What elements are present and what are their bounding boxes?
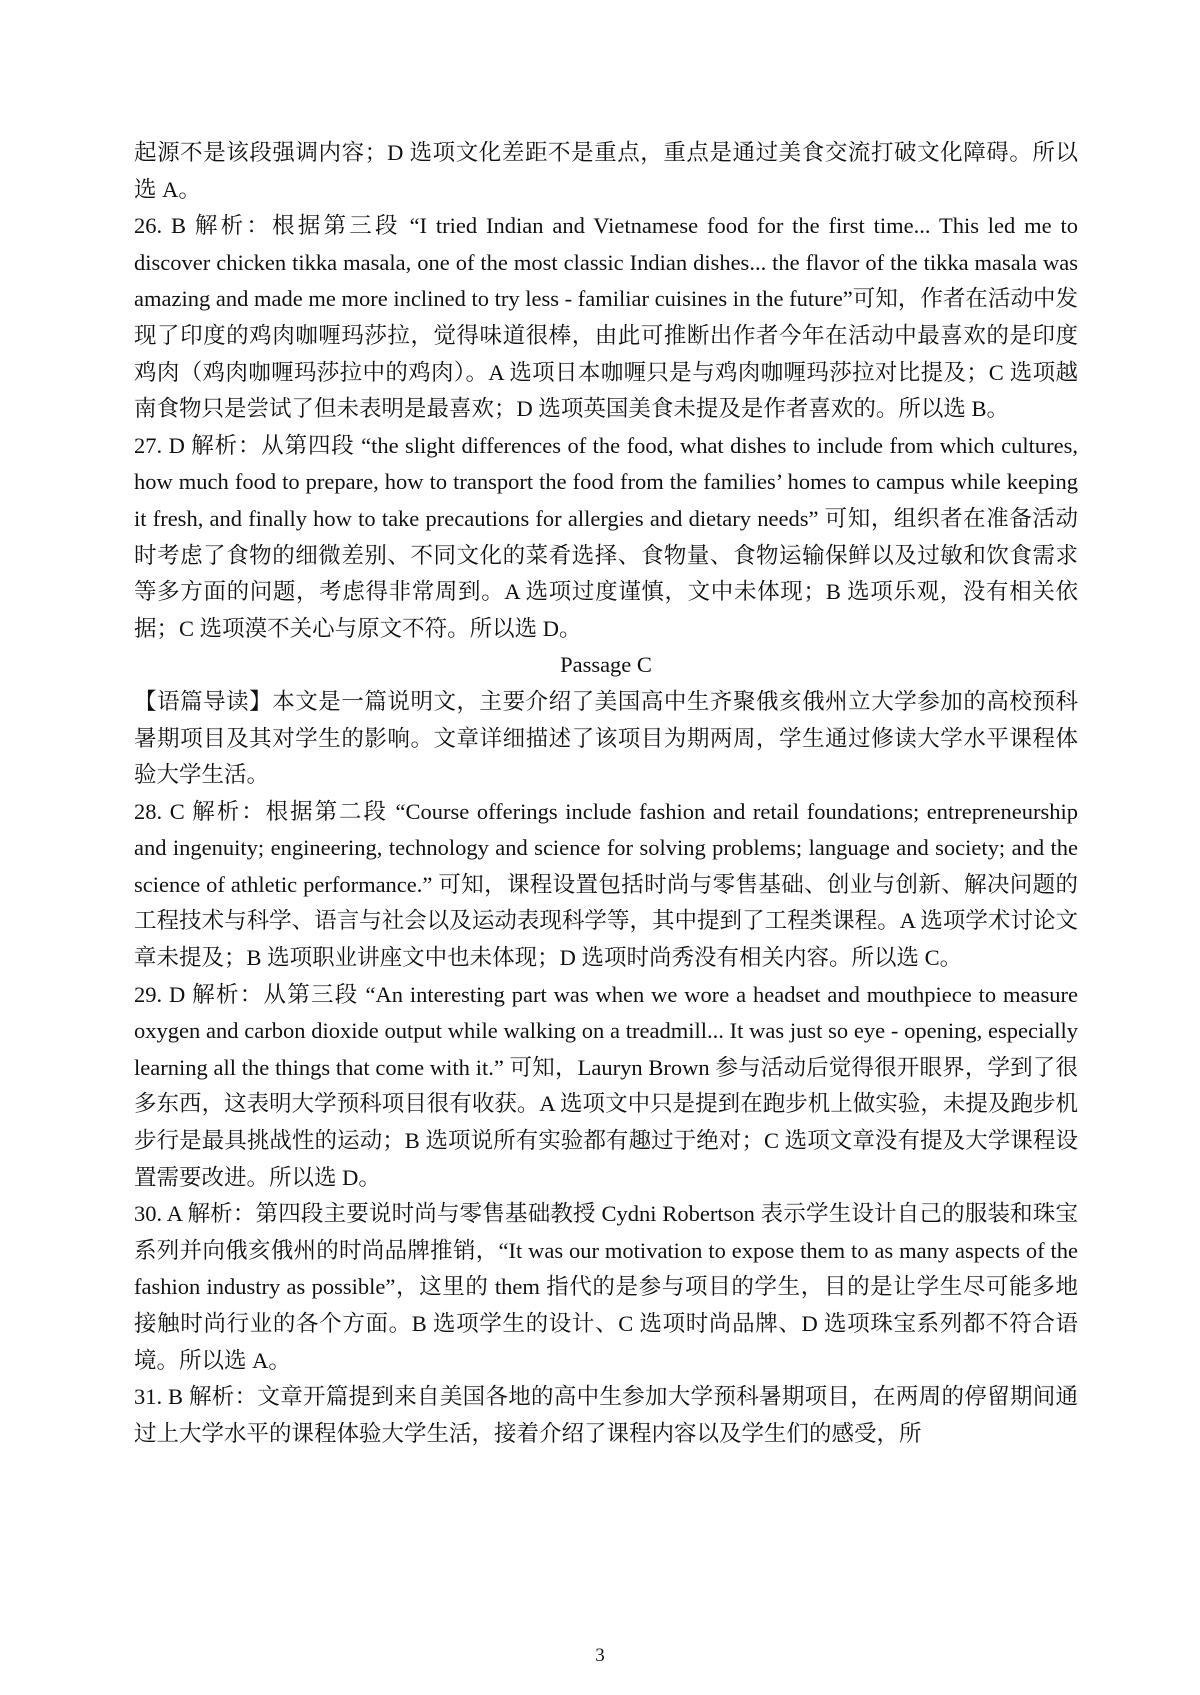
paragraph-q29-explanation: 29. D 解析：从第三段 “An interesting part was when we wore a headset and mouthpiece to measure oxygen and carbon dioxide output while walking on a treadmill... It was just so eye - opening, especially learning all the things that come with it.” 可知，Lauryn Brown 参与活动后觉得很开眼界，学到了很多东西，这表明大学预科项目很有收获。A 选项文中只是提到在跑步机上做实验，未提及跑步机步行是最具挑战性的运动；B 选项说所有实验都有趣过于绝对；C 选项文章没有提及大学课程设置需要改进。所以选 D。 [134, 981, 1078, 1190]
page-number: 3 [595, 1645, 605, 1666]
paragraph-q25-continuation: 起源不是该段强调内容；D 选项文化差距不是重点，重点是通过美食交流打破文化障碍。所以选 A。 [134, 140, 1078, 202]
paragraph-q31-explanation: 31. B 解析：文章开篇提到来自美国各地的高中生参加大学预科暑期项目，在两周的停留期间通过上大学水平的课程体验大学生活，接着介绍了课程内容以及学生们的感受，所 [134, 1384, 1078, 1446]
paragraph-q28-explanation: 28. C 解析：根据第二段 “Course offerings include fashion and retail foundations; entrepreneurship and ingenuity; engineering, technology and science for solving problems; language and society; and the science of athletic performance.” 可知，课程设置包括时尚与零售基础、创业与创新、解决问题的工程技术与科学、语言与社会以及运动表现科学等，其中提到了工程类课程。A 选项学术讨论文章未提及；B 选项职业讲座文中也未体现；D 选项时尚秀没有相关内容。所以选 C。 [134, 798, 1078, 971]
paragraph-passage-guide: 【语篇导读】本文是一篇说明文，主要介绍了美国高中生齐聚俄亥俄州立大学参加的高校预科暑期项目及其对学生的影响。文章详细描述了该项目为期两周，学生通过修读大学水平课程体验大学生活。 [134, 688, 1078, 788]
page-content [134, 135, 1078, 1452]
passage-c-heading: Passage C [560, 652, 652, 678]
paragraph-q30-explanation: 30. A 解析：第四段主要说时尚与零售基础教授 Cydni Robertson 表示学生设计自己的服装和珠宝系列并向俄亥俄州的时尚品牌推销，“It was our motivation to expose them to as many aspects of the fashion industry as possible”，这里的 them 指代的是参与项目的学生，目的是让学生尽可能多地接触时尚行业的各个方面。B 选项学生的设计、C 选项时尚品牌、D 选项珠宝系列都不符合语境。所以选 A。 [134, 1201, 1078, 1373]
paragraph-q27-explanation: 27. D 解析：从第四段 “the slight differences of the food, what dishes to include from which cultures, how much food to prepare, how to transport the food from the families’ homes to campus while keeping it fresh, and finally how to take precautions for allergies and dietary needs” 可知，组织者在准备活动时考虑了食物的细微差别、不同文化的菜肴选择、食物量、食物运输保鲜以及过敏和饮食需求等多方面的问题，考虑得非常周到。A 选项过度谨慎，文中未体现；B 选项乐观，没有相关依据；C 选项漠不关心与原文不符。所以选 D。 [134, 432, 1078, 641]
paragraph-q26-explanation: 26. B 解析：根据第三段 “I tried Indian and Vietnamese food for the first time... This led me to discover chicken tikka masala, one of the most classic Indian dishes... the flavor of the tikka masala was amazing and made me more inclined to try less - familiar cuisines in the future”可知，作者在活动中发现了印度的鸡肉咖喱玛莎拉，觉得味道很棒，由此可推断出作者今年在活动中最喜欢的是印度鸡肉（鸡肉咖喱玛莎拉中的鸡肉）。A 选项日本咖喱只是与鸡肉咖喱玛莎拉对比提及；C 选项越南食物只是尝试了但未表明是最喜欢；D 选项英国美食未提及是作者喜欢的。所以选 B。 [134, 213, 1078, 422]
